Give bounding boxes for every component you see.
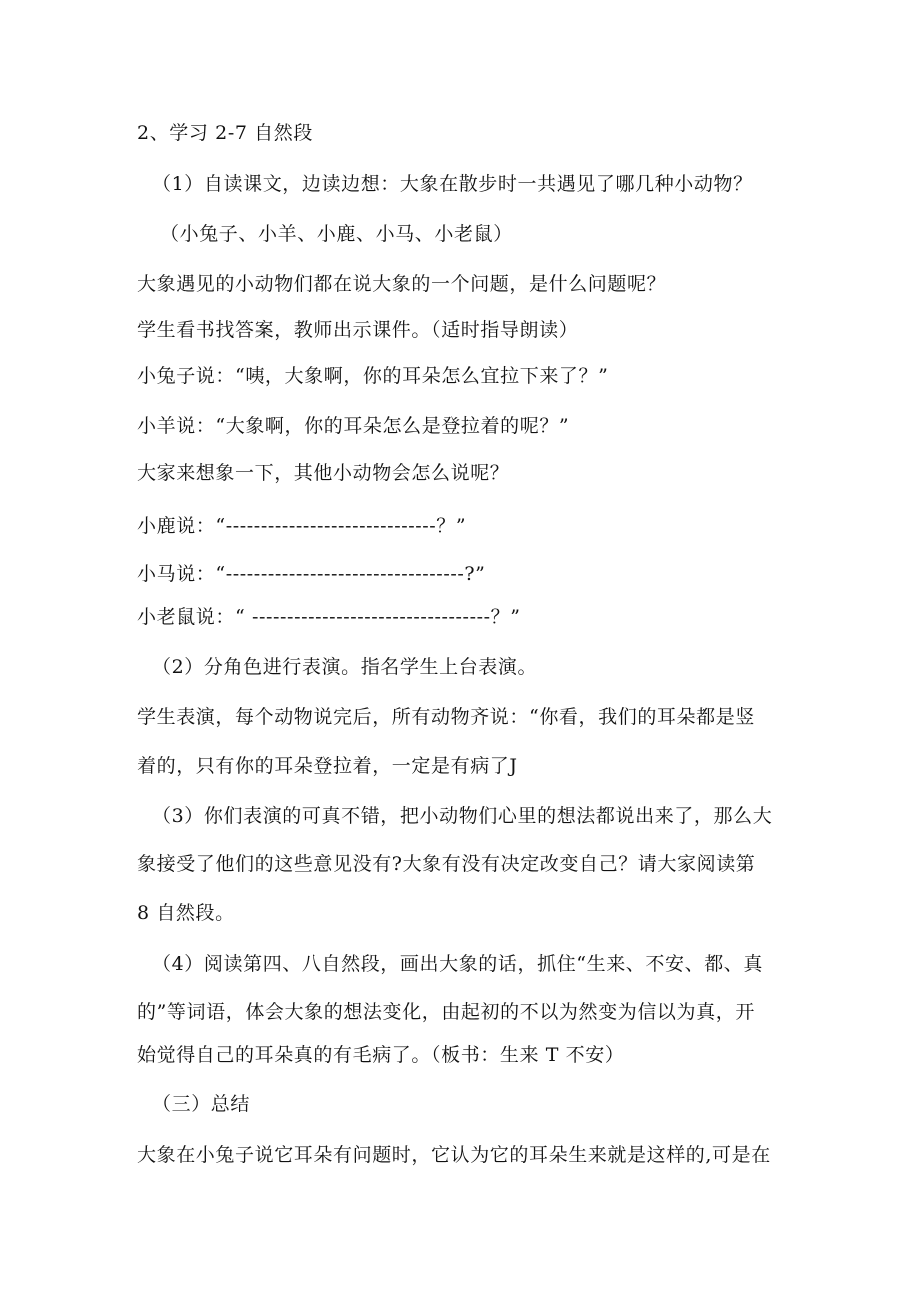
- paragraph-line: 小兔子说：“咦，大象啊，你的耳朵怎么宜拉下来了？”: [137, 365, 609, 387]
- paragraph-line: 始觉得自己的耳朵真的有毛病了。（板书：生来 T 不安）: [137, 1044, 625, 1066]
- paragraph-line: 小老鼠说：“ ----------------------------------？”: [137, 606, 521, 628]
- paragraph-line: 大象在小兔子说它耳朵有问题时，它认为它的耳朵生来就是这样的,可是在: [137, 1144, 771, 1166]
- paragraph-line: 的”等词语，体会大象的想法变化，由起初的不以为然变为信以为真，开: [137, 1001, 755, 1023]
- paragraph-line: （3）你们表演的可真不错，把小动物们心里的想法都说出来了，那么大: [152, 805, 773, 827]
- paragraph-line: 象接受了他们的这些意见没有?大象有没有决定改变自己？请大家阅读第: [137, 853, 756, 875]
- paragraph-line: 小羊说：“大象啊，你的耳朵怎么是登拉着的呢？”: [137, 415, 570, 437]
- paragraph-line: 小鹿说：“------------------------------？”: [137, 515, 467, 537]
- paragraph-line: （2）分角色进行表演。指名学生上台表演。: [152, 656, 538, 678]
- paragraph-line: （4）阅读第四、八自然段，画出大象的话，抓住“生来、不安、都、真: [152, 953, 764, 975]
- section-heading: 2、学习 2-7 自然段: [137, 122, 313, 144]
- paragraph-line: 8 自然段。: [137, 902, 235, 924]
- paragraph-line: （1）自读课文，边读边想：大象在散步时一共遇见了哪几种小动物？: [152, 173, 753, 195]
- paragraph-line: 学生表演，每个动物说完后，所有动物齐说：“你看，我们的耳朵都是竖: [137, 706, 755, 728]
- section-heading: （三）总结: [152, 1093, 251, 1115]
- paragraph-line: 大象遇见的小动物们都在说大象的一个问题，是什么问题呢？: [137, 273, 667, 295]
- paragraph-line: 学生看书找答案，教师出示课件。（适时指导朗读）: [137, 319, 579, 341]
- paragraph-line: 大家来想象一下，其他小动物会怎么说呢？: [137, 462, 510, 484]
- paragraph-line: 小马说：“----------------------------------?”: [137, 563, 486, 585]
- paragraph-line: （小兔子、小羊、小鹿、小马、小老鼠）: [160, 223, 513, 245]
- paragraph-line: 着的，只有你的耳朵登拉着，一定是有病了J: [137, 755, 518, 777]
